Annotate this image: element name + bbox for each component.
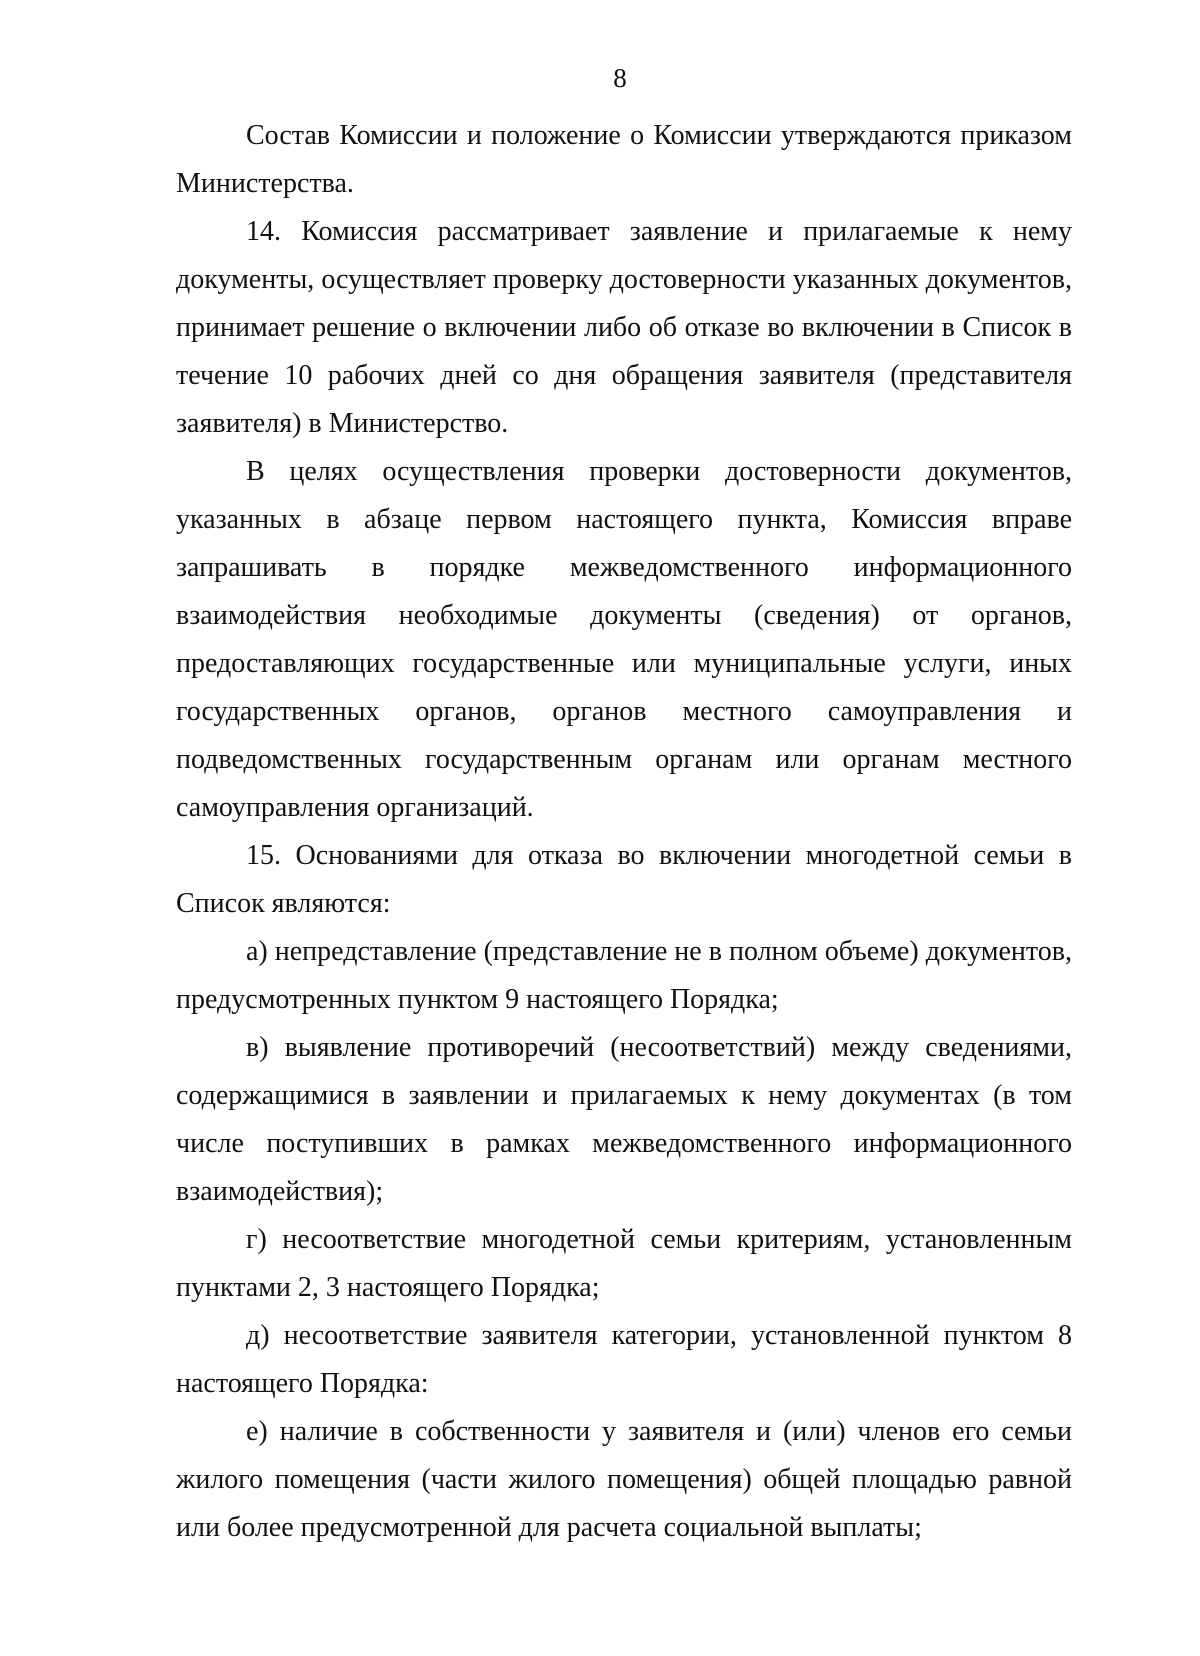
paragraph-14-review: 14. Комиссия рассматривает заявление и прилагаемые к нему документы, осуществляет проверку достоверности указанных документов, принимает решение о включении либо об отказе во включении в Список в течение 10 рабочих дней со дня обращения заявителя (представителя заявителя) в Министерство. bbox=[176, 216, 1072, 439]
list-item-d: д) несоответствие заявителя категории, установленной пунктом 8 настоящего Порядка: bbox=[176, 1320, 1072, 1399]
paragraph-15-refusal-grounds: 15. Основаниями для отказа во включении многодетной семьи в Список являются: bbox=[176, 840, 1072, 919]
list-item-e: е) наличие в собственности у заявителя и (или) членов его семьи жилого помещения (части жилого помещения) общей площадью равной или более предусмотренной для расчета социальной выплаты; bbox=[176, 1416, 1072, 1543]
list-item-a: а) непредставление (представление не в полном объеме) документов, предусмотренных пунктом 9 настоящего Порядка; bbox=[176, 936, 1072, 1015]
paragraph-verification-purpose: В целях осуществления проверки достоверности документов, указанных в абзаце первом настоящего пункта, Комиссия вправе запрашивать в порядке межведомственного информационного взаимодействия необходимые документы (сведения) от органов, предоставляющих государственные или муниципальные услуги, иных государственных органов, органов местного самоуправления и подведомственных государственным органам или органам местного самоуправления организаций. bbox=[176, 456, 1072, 823]
paragraph-commission-composition: Состав Комиссии и положение о Комиссии утверждаются приказом Министерства. bbox=[176, 120, 1072, 199]
list-item-v: в) выявление противоречий (несоответствий) между сведениями, содержащимися в заявлении и прилагаемых к нему документах (в том числе поступивших в рамках межведомственного информационного взаимодействия); bbox=[176, 1032, 1072, 1207]
list-item-g: г) несоответствие многодетной семьи критериям, установленным пунктами 2, 3 настоящего Порядка; bbox=[176, 1224, 1072, 1303]
document-body bbox=[176, 112, 1072, 1552]
page-number: 8 bbox=[613, 63, 627, 93]
